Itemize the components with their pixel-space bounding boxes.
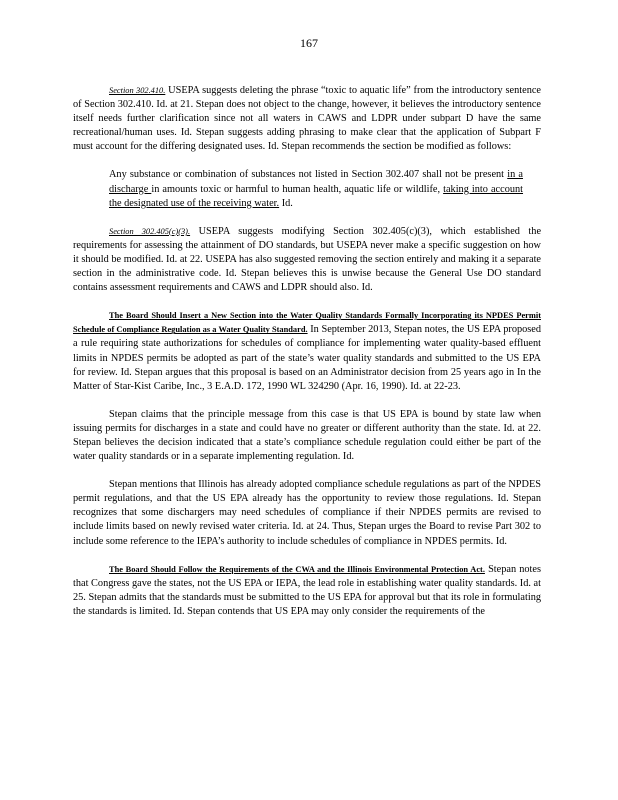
paragraph-text: USEPA suggests deleting the phrase “toxic to aquatic life” from the introductory sentence of Section 302.410. Id. at 21. Stepan does not object to the change, however, it believes the introductory sentence itself needs further clarification since not all waters in CAWS and LDPR under subpart D have the same recreational/human uses. Id. Stepan suggests adding phrasing to make clear that the application of Subpart F must account for the differing designated uses. Id. Stepan recommends the section be modified as follows: xyxy=(73,85,541,153)
quote-text: Any substance or combination of substances not listed in Section 302.407 shall not be present xyxy=(109,169,508,181)
paragraph-text: Stepan mentions that Illinois has already adopted compliance schedule regulations as part of the NPDES permit regulations, and that the US EPA already has the opportunity to review those regulations. Id. Stepan recognizes that some dischargers may need schedules of compliance if their NPDES permits are revised to include limits based on newly revised water criteria. Id. at 24. Thus, Stepan urges the Board to revise Part 302 to include some reference to the IEPA’s authority to include schedules of compliance in NPDES permits. Id. xyxy=(73,479,541,547)
section-heading: Section 302.405(c)(3). xyxy=(109,226,191,236)
paragraph-new-section xyxy=(73,309,541,394)
paragraph-text: Stepan notes that Congress gave the states, not the US EPA or IEPA, the lead role in establishing water quality standards. Id. at 25. Stepan admits that the standards must be submitted to the US EPA for approval but that its role in formulating the standards is limited. Id. Stepan contends that US EPA may only consider the requirements of the xyxy=(73,563,541,617)
paragraph-section-302-410 xyxy=(73,84,541,154)
paragraph-text: Stepan claims that the principle message from this case is that US EPA is bound by state law when issuing permits for discharges in a state and could have no greater or different authority than the state. Id. at 22. Stepan believes the decision indicated that a state’s compliance schedule regulation could either be part of the water quality standards or in a separate implementing regulation. Id. xyxy=(73,408,541,463)
paragraph-principle-message xyxy=(73,408,541,464)
section-heading: The Board Should Insert a New Section into the Water Quality Standards Formally Incorporating its NPDES Permit Schedule of Compliance Regulation as a Water Quality Standard. xyxy=(73,311,541,335)
section-heading: Section 302.410. xyxy=(109,86,166,95)
quote-citation: Id. xyxy=(279,197,293,209)
paragraph-text: USEPA suggests modifying Section 302.405(c)(3), which established the requirements for assessing the attainment of DO standards, but USEPA never make a specific suggestion on how it should be modified. Id. at 22. USEPA has also suggested removing the section entirely and making it a separate section in the administrative code. Id. Stepan believes this is unwise because the General Use DO standard contains assessment requirements and CAWS and LDPR should also. Id. xyxy=(73,225,542,294)
section-heading: The Board Should Follow the Requirements of the CWA and the Illinois Environmental Protection Act. xyxy=(109,564,485,574)
paragraph-illinois-regulations xyxy=(73,478,541,548)
paragraph-text: In September 2013, Stepan notes, the US EPA proposed a rule requiring state authorizations for schedules of compliance for implementing water quality-based effluent limits in NPDES permits be adopted as part of the state’s water quality standards and submitted to the US EPA for review. Id. Stepan argues that this proposal is based on an Administrator decision from 25 years ago in In the Matter of Star-Kist Caribe, Inc., 3 E.A.D. 172, 1990 WL 324290 (Apr. 16, 1990). Id. at 22-23. xyxy=(73,324,541,392)
quote-insertion: taking into account the designated use of the receiving water. xyxy=(109,183,524,209)
block-quote xyxy=(109,168,523,210)
quote-text: in amounts toxic or harmful to human health, aquatic life or wildlife, xyxy=(151,183,444,195)
paragraph-section-302-405 xyxy=(73,225,541,295)
document-body xyxy=(73,84,541,633)
paragraph-cwa-requirements xyxy=(73,563,541,619)
quote-insertion: in a discharge xyxy=(109,169,523,195)
page-number: 167 xyxy=(300,36,318,50)
